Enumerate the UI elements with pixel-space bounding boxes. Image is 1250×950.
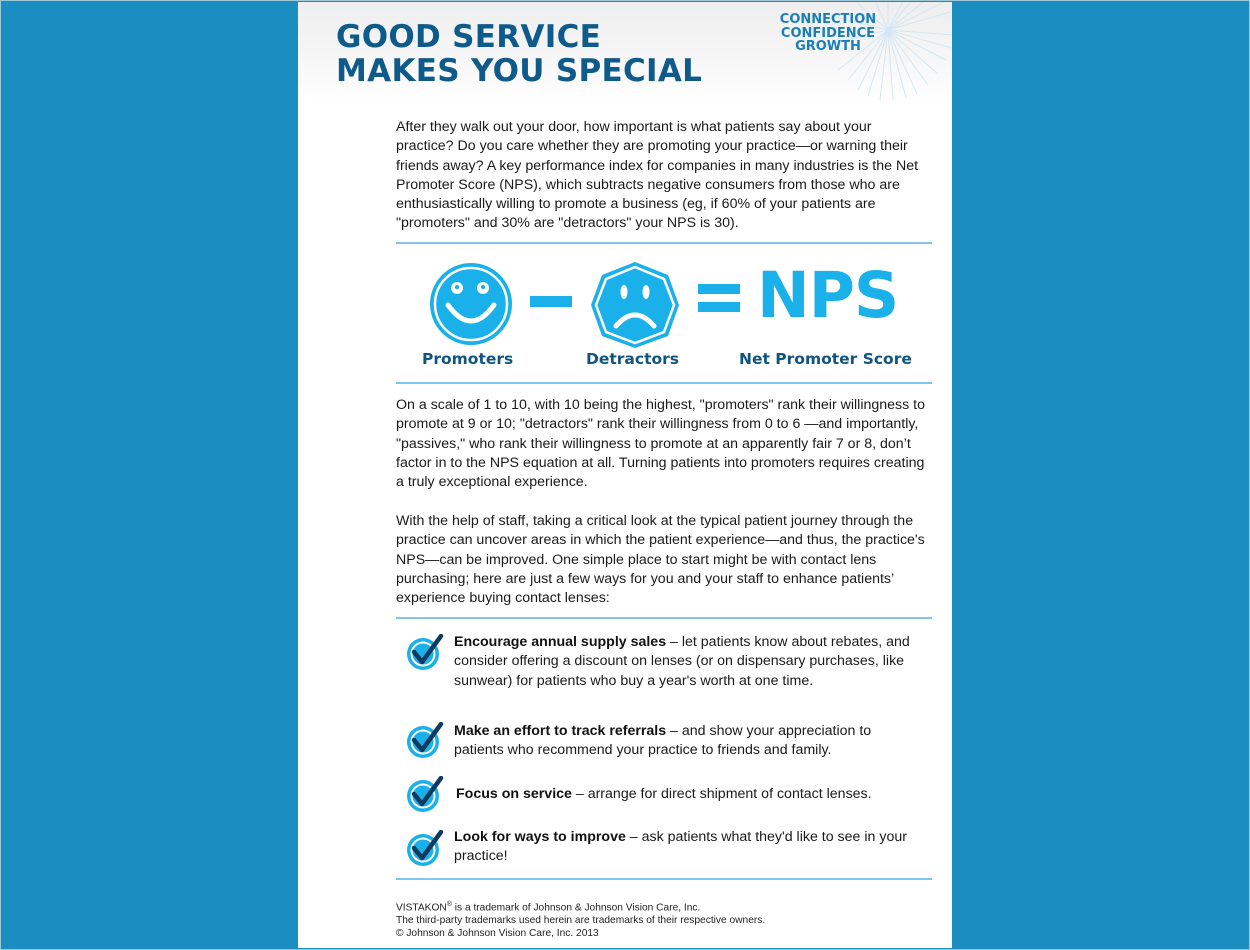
staff-paragraph: With the help of staff, taking a critical look at the typical patient journey through the practice can uncover areas in which the patient experience—and thus, the practice's NPS—can be improved. One simple place to start might be with contact lens purchasing; here are just a few ways for you and your staff to enhance patients’ experience buying contact lenses:: [396, 513, 925, 607]
staff-section: [396, 512, 932, 608]
tip-heading: Look for ways to improve: [454, 829, 626, 845]
equals-icon: [698, 284, 740, 294]
tip-body: – and show your appreciation to patients who recommend your practice to friends and family.: [454, 723, 872, 759]
footer: [396, 898, 932, 940]
tagline-confidence: CONFIDENCE: [780, 25, 876, 41]
trademark-text: is a trademark of Johnson & Johnson Vision Care, Inc.: [451, 902, 701, 914]
sad-face-icon: [590, 260, 680, 350]
nps-equation: [396, 256, 932, 376]
net-promoter-score-label: Net Promoter Score: [739, 350, 912, 368]
checkmark-icon: [405, 830, 445, 868]
promoters-label: Promoters: [422, 350, 514, 368]
tip-body: – let patients know about rebates, and consider offering a discount on lenses (or on dispensary purchases, like sunwear) for patients who buy a year's worth at one time.: [454, 634, 910, 689]
checkmark-icon: [405, 634, 445, 672]
divider: [396, 878, 932, 880]
intro-paragraph: After they walk out your door, how important is what patients say about your practice? Do you care whether they are promoting your practice—or warning their friends away? A key performance index for companies in many industries is the Net Promoter Score (NPS), which subtracts negative consumers from those who are enthusiastically willing to promote a business (eg, if 60% of your patients are "promoters" and 30% are "detractors" your NPS is 30).: [396, 119, 919, 232]
intro-section: [396, 118, 932, 234]
brand-tagline: [768, 13, 888, 54]
scale-paragraph: On a scale of 1 to 10, with 10 being the highest, "promoters" rank their willingness to promote at 9 or 10; "detractors" rank their willingness from 0 to 6 —and importantly, "passives," who rank their willingness to promote at an apparently fair 7 or 8, don’t factor in to the NPS equation at all. Turning patients into promoters requires creating a truly exceptional experience.: [396, 397, 925, 491]
trademark-brand: VISTAKON: [396, 902, 447, 914]
registered-mark: ®: [446, 901, 452, 908]
title-line-2: MAKES YOU SPECIAL: [336, 53, 703, 89]
tip-heading: Focus on service: [456, 786, 572, 802]
divider: [396, 617, 932, 619]
nps-text: NPS: [757, 259, 899, 332]
tip-heading: Make an effort to track referrals: [454, 723, 667, 739]
tagline-growth: GROWTH: [795, 39, 861, 54]
minus-icon: [530, 296, 572, 307]
divider: [396, 242, 932, 244]
tip-body: – ask patients what they'd like to see in your practice!: [454, 829, 907, 865]
copyright-notice: © Johnson & Johnson Vision Care, Inc. 2013: [396, 928, 599, 940]
tip-body: – arrange for direct shipment of contact lenses.: [571, 786, 872, 802]
trademark-notice: [396, 898, 932, 914]
tagline-connection: CONNECTION: [779, 12, 877, 27]
checkmark-icon: [405, 722, 445, 760]
checkmark-icon: [405, 776, 445, 814]
document-page: [298, 2, 952, 948]
page-title: [336, 20, 702, 88]
title-line-1: GOOD SERVICE: [336, 19, 602, 55]
detractors-label: Detractors: [586, 350, 680, 368]
tip-heading: Encourage annual supply sales: [454, 634, 667, 650]
third-party-notice: The third-party trademarks used herein are trademarks of their respective owners.: [396, 915, 766, 927]
smiley-face-icon: [428, 261, 514, 347]
equals-icon-bar: [698, 302, 740, 312]
scale-section: [396, 396, 932, 492]
divider: [396, 382, 932, 384]
